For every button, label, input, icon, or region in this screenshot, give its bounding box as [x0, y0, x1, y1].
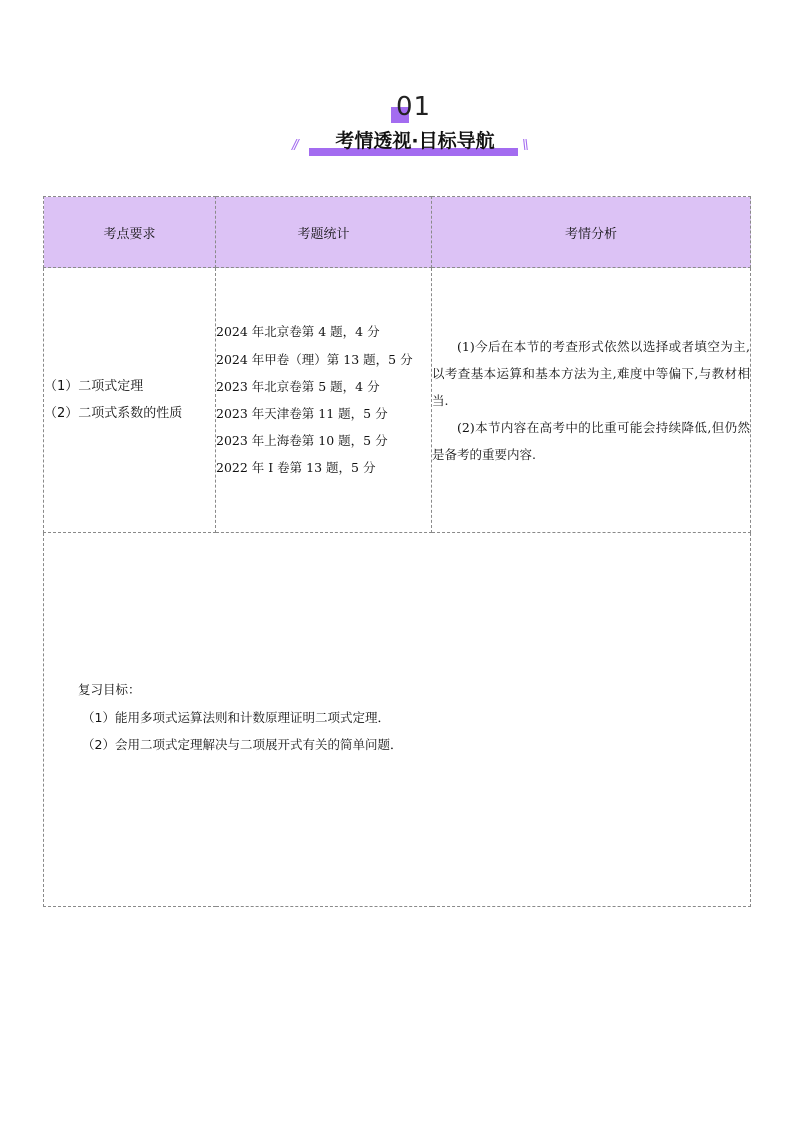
stat-item: 2023 年天津卷第 11 题，5 分: [216, 406, 388, 421]
analysis-cell: [432, 268, 751, 533]
header-statistics: 考题统计: [216, 197, 432, 268]
statistics-cell: [216, 268, 432, 533]
goals-row: [44, 533, 751, 907]
requirements-cell: [44, 268, 216, 533]
analysis-paragraph: (2)本节内容在高考中的比重可能会持续降低,但仍然是备考的重要内容.: [432, 419, 750, 462]
exam-analysis-table: [43, 196, 751, 907]
table-content-row: [44, 268, 751, 533]
goal-item: （2）会用二项式定理解决与二项展开式有关的简单问题．: [82, 737, 403, 752]
requirement-item: （1）二项式定理: [44, 379, 144, 394]
stat-item: 2024 年甲卷（理）第 13 题，5 分: [216, 351, 413, 367]
table-header-row: [44, 197, 751, 268]
section-header: [0, 90, 794, 160]
decorative-slashes-left: //: [292, 138, 297, 153]
requirement-item: （2）二项式系数的性质: [44, 406, 183, 421]
decorative-slashes-right: \\: [522, 138, 527, 153]
stat-item: 2024 年北京卷第 4 题，4 分: [216, 324, 380, 340]
section-number: 01: [396, 92, 432, 122]
stat-item: 2022 年 I 卷第 13 题，5 分: [216, 460, 376, 476]
section-title: 考情透视·目标导航: [335, 130, 495, 152]
goal-item: （1）能用多项式运算法则和计数原理证明二项式定理．: [82, 709, 390, 725]
goals-title: 复习目标：: [78, 682, 141, 697]
review-goals: [44, 533, 750, 759]
header-requirements: 考点要求: [44, 197, 216, 268]
analysis-paragraph: (1)今后在本节的考查形式依然以选择或者填空为主,以考查基本运算和基本方法为主,难度中等偏下,与教材相当.: [432, 338, 750, 408]
goals-cell: [44, 533, 751, 907]
header-analysis: 考情分析: [432, 197, 751, 268]
stat-item: 2023 年上海卷第 10 题，5 分: [216, 433, 388, 449]
stat-item: 2023 年北京卷第 5 题，4 分: [216, 378, 380, 394]
